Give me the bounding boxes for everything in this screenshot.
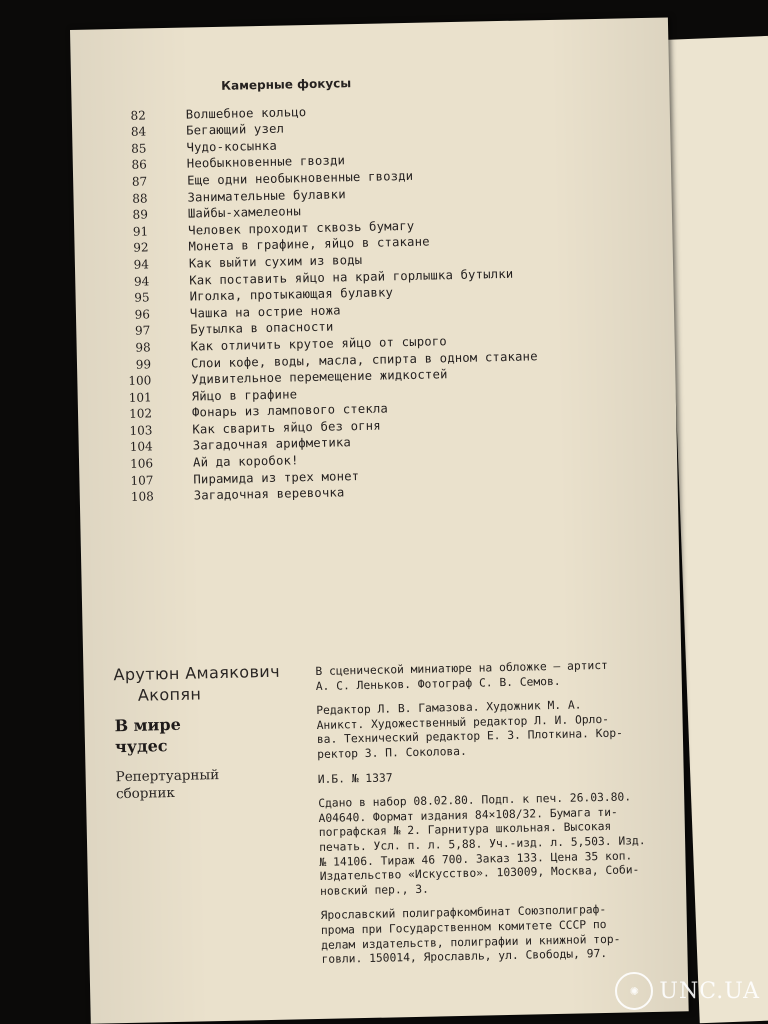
toc-page-number: 86	[131, 157, 147, 173]
toc-page-number: 94	[133, 257, 150, 272]
toc-entry-title: Ай да коробок!	[192, 453, 299, 470]
toc-entry-title: Занимательные булавки	[187, 186, 346, 205]
toc-entry-title: Иголка, протыкающая булавку	[189, 285, 394, 304]
toc-entry-title: Человек проходит сквозь бумагу	[188, 218, 415, 238]
toc-entry-title: Волшебное кольцо	[185, 104, 307, 122]
toc-page-number: 91	[132, 224, 149, 239]
toc-entry-title: Фонарь из лампового стекла	[191, 401, 389, 420]
toc-page-number: 85	[131, 141, 147, 156]
imprint-editors: Редактор Л. В. Гамазова. Художник М. А. Аникст. Художественный редактор Л. И. Орло- ва. Технический редактор Е. З. Плоткина. Кор- ректор З. П. Соколова.	[316, 698, 624, 761]
toc-entry-title: Как выйти сухим из воды	[188, 252, 363, 271]
toc-entry-title: Как поставить яйцо на край горлышка бутылки	[189, 266, 514, 288]
toc-page-number: 89	[132, 207, 149, 222]
toc-page-number: 107	[130, 473, 154, 488]
toc-entry-title: Чудо-косынка	[186, 138, 278, 155]
toc-page-number: 106	[130, 456, 154, 471]
toc-page-number: 88	[132, 190, 148, 206]
toc-entry-title: Слои кофе, воды, масла, спирта в одном стакане	[190, 348, 538, 371]
toc-entry-title: Необыкновенные гвозди	[186, 153, 346, 171]
book-title-line: В мире	[114, 714, 181, 736]
author-line: Акопян	[137, 684, 202, 705]
subtitle-line: сборник	[115, 784, 176, 803]
toc-page-number: 92	[133, 240, 149, 256]
toc-page-number: 94	[133, 273, 150, 289]
book-title	[114, 714, 181, 757]
toc-page-number: 95	[134, 290, 150, 305]
toc-entry-title: Яйцо в графине	[191, 387, 298, 404]
toc-entry-title: Загадочная веревочка	[193, 485, 345, 503]
imprint-printer: Ярославский полиграфкомбинат Союзполиграф- прома при Государственном комитете СССР по делам издательств, полиграфии и книжной тор- говли. 150014, Ярославль, ул. Свободы, 97.	[320, 903, 621, 967]
toc-page-number: 102	[129, 406, 153, 422]
watermark-text: UNC.UA	[659, 978, 760, 1004]
toc-page-number: 87	[131, 174, 148, 189]
toc-page-number: 82	[130, 108, 146, 123]
toc-page-number: 104	[129, 439, 153, 455]
toc-entry-title: Бутылка в опасности	[190, 319, 334, 337]
toc-entry-title: Пирамида из трех монет	[193, 468, 360, 487]
imprint-block	[315, 657, 683, 977]
imprint-print-details: Сдано в набор 08.02.80. Подп. к печ. 26.03.80. А04640. Формат издания 84×108/32. Бумага ти- пографская № 2. Гарнитура школьная. Высокая печать. Усл. п. л. 5,88. Уч.-изд. л. 5,503. Изд. № 14106. Тираж 46 700. Заказ 133. Цена 35 коп. Издательство «Искусство». 103009, Москва, Соби- новский пер., 3.	[318, 790, 646, 898]
imprint-cover-credit: В сценической миниатюре на обложке — артист А. С. Леньков. Фотограф С. В. Семов.	[315, 658, 609, 693]
toc-entry-title: Удивительное перемещение жидкостей	[191, 367, 448, 387]
toc-page-number: 101	[128, 390, 152, 405]
toc-page-number: 108	[130, 489, 154, 505]
toc-page-number: 100	[128, 373, 152, 388]
book-title-line: чудес	[114, 736, 168, 757]
toc-page-number: 84	[130, 124, 147, 139]
imprint-ib-number: И.Б. № 1337	[317, 770, 393, 786]
toc-entry-title: Как сварить яйцо без огня	[192, 418, 381, 437]
watermark	[615, 972, 760, 1010]
toc-entry-title: Загадочная арифметика	[192, 435, 352, 453]
toc-entry-title: Монета в графине, яйцо в стакане	[188, 234, 430, 254]
author-name	[113, 661, 280, 706]
subtitle-line: Репертуарный	[115, 767, 220, 786]
toc-section-title: Камерные фокусы	[221, 76, 352, 93]
toc-entry-title: Бегающий узел	[185, 121, 285, 138]
author-line: Арутюн Амаякович	[113, 661, 281, 685]
toc-page-number: 98	[135, 340, 151, 355]
book-subtitle	[115, 767, 219, 803]
toc-page-number: 97	[134, 323, 151, 339]
toc-entry-title: Как отличить крутое яйцо от сырого	[190, 334, 448, 354]
toc-entry-title: Еще одни необыкновенные гвозди	[187, 168, 414, 188]
toc-page-number: 96	[134, 307, 151, 322]
toc-page-number: 99	[135, 356, 152, 372]
table-of-contents	[116, 95, 644, 504]
book-page	[70, 17, 689, 1023]
toc-page-number: 103	[129, 423, 153, 438]
toc-entry-title: Шайбы-хамелеоны	[187, 204, 302, 221]
sunburst-logo-icon: ✺	[615, 972, 653, 1010]
toc-entry-title: Чашка на острие ножа	[189, 303, 341, 321]
